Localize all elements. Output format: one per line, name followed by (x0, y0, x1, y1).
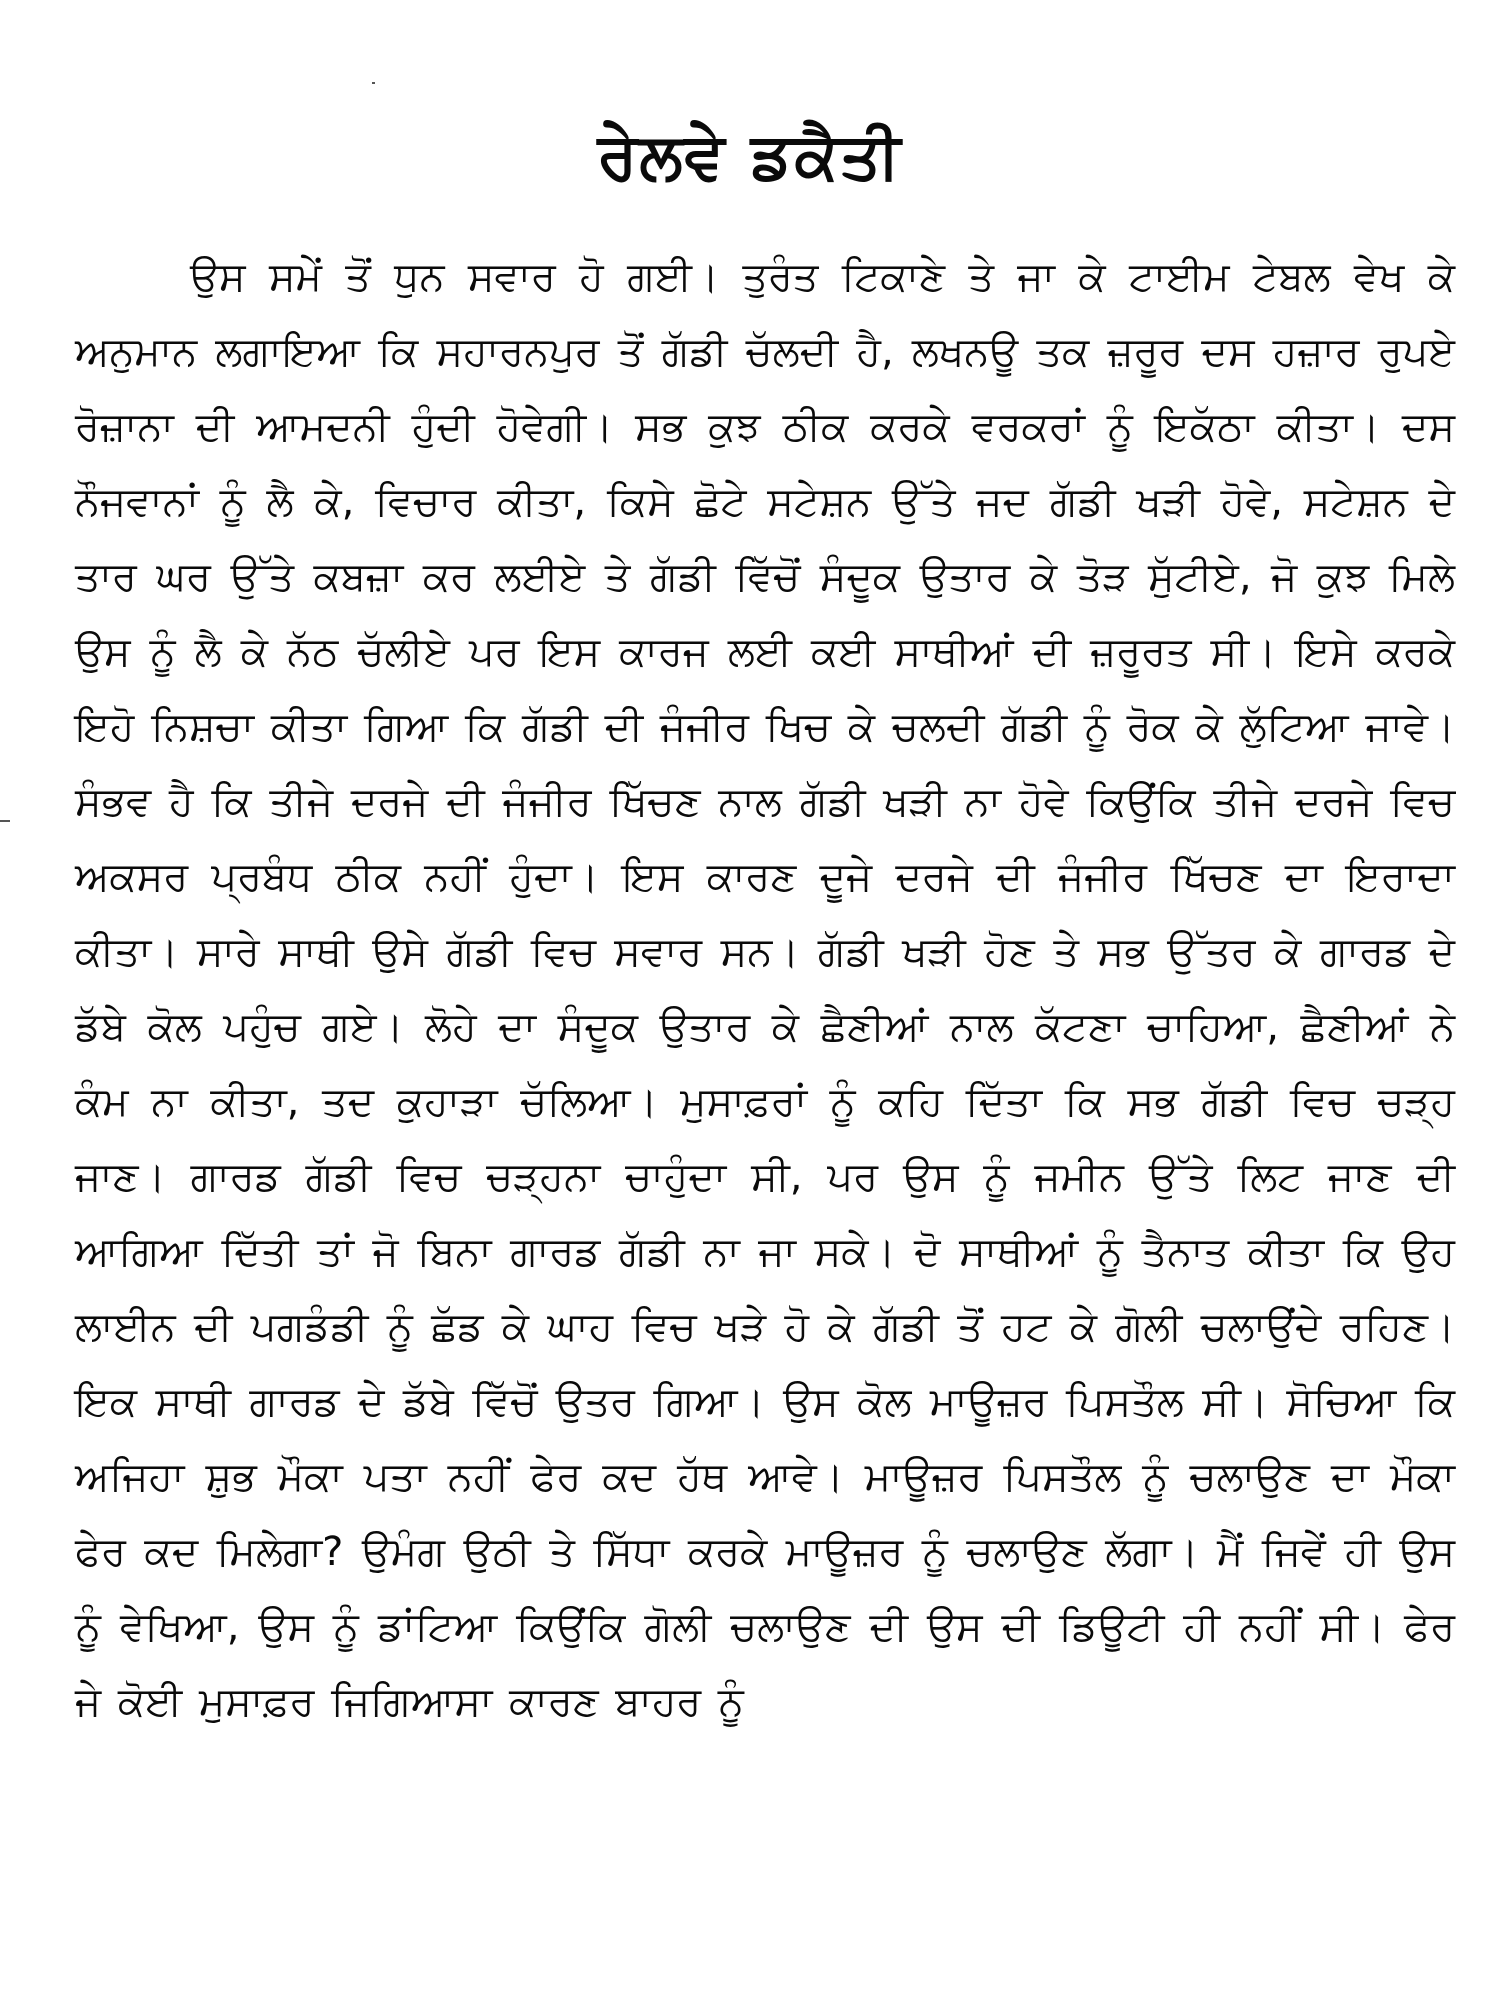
chapter-title: ਰੇਲਵੇ ਡਕੈਤੀ (597, 120, 903, 194)
scan-speck (372, 82, 375, 84)
body-paragraph: ਉਸ ਸਮੇਂ ਤੋਂ ਧੁਨ ਸਵਾਰ ਹੋ ਗਈ। ਤੁਰੰਤ ਟਿਕਾਣੇ ਤੇ ਜਾ ਕੇ ਟਾਈਮ ਟੇਬਲ ਵੇਖ ਕੇ ਅਨੁਮਾਨ ਲਗਾਇਆ ਕਿ ਸਹਾਰਨਪੁਰ ਤੋਂ ਗੱਡੀ ਚੱਲਦੀ ਹੈ, ਲਖਨਊ ਤਕ ਜ਼ਰੂਰ ਦਸ ਹਜ਼ਾਰ ਰੁਪਏ ਰੋਜ਼ਾਨਾ ਦੀ ਆਮਦਨੀ ਹੁੰਦੀ ਹੋਵੇਗੀ। ਸਭ ਕੁਝ ਠੀਕ ਕਰਕੇ ਵਰਕਰਾਂ ਨੂੰ ਇਕੱਠਾ ਕੀਤਾ। ਦਸ ਨੌਜਵਾਨਾਂ ਨੂੰ ਲੈ ਕੇ, ਵਿਚਾਰ ਕੀਤਾ, ਕਿਸੇ ਛੋਟੇ ਸਟੇਸ਼ਨ ਉੱਤੇ ਜਦ ਗੱਡੀ ਖੜੀ ਹੋਵੇ, ਸਟੇਸ਼ਨ ਦੇ ਤਾਰ ਘਰ ਉੱਤੇ ਕਬਜ਼ਾ ਕਰ ਲਈਏ ਤੇ ਗੱਡੀ ਵਿੱਚੋਂ ਸੰਦੂਕ ਉਤਾਰ ਕੇ ਤੋੜ ਸੁੱਟੀਏ, ਜੋ ਕੁਝ ਮਿਲੇ ਉਸ ਨੂੰ ਲੈ ਕੇ ਨੱਠ ਚੱਲੀਏ ਪਰ ਇਸ ਕਾਰਜ ਲਈ ਕਈ ਸਾਥੀਆਂ ਦੀ ਜ਼ਰੂਰਤ ਸੀ। ਇਸੇ ਕਰਕੇ ਇਹੋ ਨਿਸ਼ਚਾ ਕੀਤਾ ਗਿਆ ਕਿ ਗੱਡੀ ਦੀ ਜੰਜੀਰ ਖਿਚ ਕੇ ਚਲਦੀ ਗੱਡੀ ਨੂੰ ਰੋਕ ਕੇ ਲੁੱਟਿਆ ਜਾਵੇ। ਸੰਭਵ ਹੈ ਕਿ ਤੀਜੇ ਦਰਜੇ ਦੀ ਜੰਜੀਰ ਖਿੱਚਣ ਨਾਲ ਗੱਡੀ ਖੜੀ ਨਾ ਹੋਵੇ ਕਿਉਂਕਿ ਤੀਜੇ ਦਰਜੇ ਵਿਚ ਅਕਸਰ ਪ੍ਰਬੰਧ ਠੀਕ ਨਹੀਂ ਹੁੰਦਾ। ਇਸ ਕਾਰਣ ਦੂਜੇ ਦਰਜੇ ਦੀ ਜੰਜੀਰ ਖਿੱਚਣ ਦਾ ਇਰਾਦਾ ਕੀਤਾ। ਸਾਰੇ ਸਾਥੀ ਉਸੇ ਗੱਡੀ ਵਿਚ ਸਵਾਰ ਸਨ। ਗੱਡੀ ਖੜੀ ਹੋਣ ਤੇ ਸਭ ਉੱਤਰ ਕੇ ਗਾਰਡ ਦੇ ਡੱਬੇ ਕੋਲ ਪਹੁੰਚ ਗਏ। ਲੋਹੇ ਦਾ ਸੰਦੂਕ ਉਤਾਰ ਕੇ ਛੈਣੀਆਂ ਨਾਲ ਕੱਟਣਾ ਚਾਹਿਆ, ਛੈਣੀਆਂ ਨੇ ਕੰਮ ਨਾ ਕੀਤਾ, ਤਦ ਕੁਹਾੜਾ ਚੱਲਿਆ। ਮੁਸਾਫ਼ਰਾਂ ਨੂੰ ਕਹਿ ਦਿੱਤਾ ਕਿ ਸਭ ਗੱਡੀ ਵਿਚ ਚੜ੍ਹ ਜਾਣ। ਗਾਰਡ ਗੱਡੀ ਵਿਚ ਚੜ੍ਹਨਾ ਚਾਹੁੰਦਾ ਸੀ, ਪਰ ਉਸ ਨੂੰ ਜਮੀਨ ਉੱਤੇ ਲਿਟ ਜਾਣ ਦੀ ਆਗਿਆ ਦਿੱਤੀ ਤਾਂ ਜੋ ਬਿਨਾ ਗਾਰਡ ਗੱਡੀ ਨਾ ਜਾ ਸਕੇ। ਦੋ ਸਾਥੀਆਂ ਨੂੰ ਤੈਨਾਤ ਕੀਤਾ ਕਿ ਉਹ ਲਾਈਨ ਦੀ ਪਗਡੰਡੀ ਨੂੰ ਛੱਡ ਕੇ ਘਾਹ ਵਿਚ ਖੜੇ ਹੋ ਕੇ ਗੱਡੀ ਤੋਂ ਹਟ ਕੇ ਗੋਲੀ ਚਲਾਉਂਦੇ ਰਹਿਣ। ਇਕ ਸਾਥੀ ਗਾਰਡ ਦੇ ਡੱਬੇ ਵਿੱਚੋਂ ਉਤਰ ਗਿਆ। ਉਸ ਕੋਲ ਮਾਊਜ਼ਰ ਪਿਸਤੌਲ ਸੀ। ਸੋਚਿਆ ਕਿ ਅਜਿਹਾ ਸ਼ੁਭ ਮੌਕਾ ਪਤਾ ਨਹੀਂ ਫੇਰ ਕਦ ਹੱਥ ਆਵੇ। ਮਾਊਜ਼ਰ ਪਿਸਤੌਲ ਨੂੰ ਚਲਾਉਣ ਦਾ ਮੌਕਾ ਫੇਰ ਕਦ ਮਿਲੇਗਾ? ਉਮੰਗ ਉਠੀ ਤੇ ਸਿੱਧਾ ਕਰਕੇ ਮਾਊਜ਼ਰ ਨੂੰ ਚਲਾਉਣ ਲੱਗਾ। ਮੈਂ ਜਿਵੇਂ ਹੀ ਉਸ ਨੂੰ ਵੇਖਿਆ, ਉਸ ਨੂੰ ਡਾਂਟਿਆ ਕਿਉਂਕਿ ਗੋਲੀ ਚਲਾਉਣ ਦੀ ਉਸ ਦੀ ਡਿਊਟੀ ਹੀ ਨਹੀਂ ਸੀ। ਫੇਰ ਜੇ ਕੋਈ ਮੁਸਾਫ਼ਰ ਜਿਗਿਆਸਾ ਕਾਰਣ ਬਾਹਰ ਨੂੰ (75, 254, 1455, 1725)
scan-speck (0, 820, 10, 822)
